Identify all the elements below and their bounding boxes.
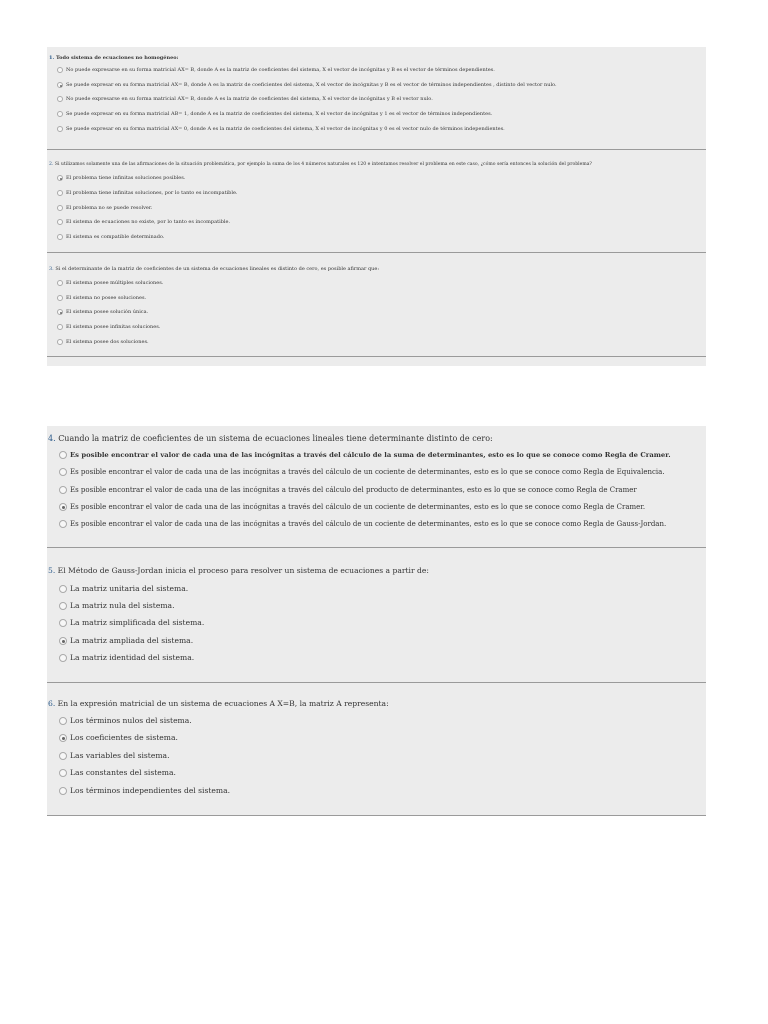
question-title	[49, 162, 592, 167]
option-label: Los coeficientes de sistema.	[70, 733, 178, 742]
option[interactable]	[59, 716, 192, 725]
radio-button[interactable]	[59, 619, 67, 627]
radio-button[interactable]	[59, 602, 67, 610]
option[interactable]	[57, 190, 238, 196]
option[interactable]	[57, 96, 433, 102]
option-label: Es posible encontrar el valor de cada una de las incógnitas a través del cálculo de la suma de determinantes, esto es lo que se conoce como Regla de Cramer.	[70, 451, 671, 459]
option[interactable]	[57, 175, 185, 181]
option-label: La matriz simplificada del sistema.	[70, 618, 205, 627]
quiz-panel-bottom	[47, 426, 706, 816]
option-label: Las constantes del sistema.	[70, 768, 176, 777]
option[interactable]	[59, 520, 666, 528]
radio-button[interactable]	[57, 219, 63, 225]
radio-button-selected[interactable]	[59, 637, 67, 645]
option[interactable]	[59, 601, 175, 610]
option-label: Es posible encontrar el valor de cada una de las incógnitas a través del cálculo de un cociente de determinantes, esto es lo que se conoce como Regla de Cramer.	[70, 503, 646, 511]
option[interactable]	[57, 111, 492, 117]
option[interactable]	[59, 503, 645, 511]
option[interactable]	[57, 219, 230, 225]
question-title	[49, 55, 178, 61]
question-text: Todo sistema de ecuaciones no homogéneo:	[55, 55, 179, 61]
option[interactable]	[57, 339, 149, 345]
question-title	[49, 266, 379, 272]
radio-button[interactable]	[57, 324, 63, 330]
question-title	[48, 566, 429, 575]
option[interactable]	[59, 636, 193, 645]
radio-button[interactable]	[59, 520, 67, 528]
question-1	[47, 47, 706, 150]
radio-button[interactable]	[57, 96, 63, 102]
radio-button[interactable]	[57, 190, 63, 196]
option[interactable]	[57, 126, 505, 132]
radio-button[interactable]	[57, 339, 63, 345]
option-label: Los términos independientes del sistema.	[70, 786, 231, 795]
radio-button[interactable]	[57, 205, 63, 211]
option-label: Se puede expresar en su forma matricial AB= 1, donde A es la matriz de coeficientes del sistema, X el vector de incógnitas y 1 es el vector de términos independientes.	[66, 111, 493, 117]
option-label: El sistema posee dos soluciones.	[66, 339, 149, 345]
option-label: Es posible encontrar el valor de cada una de las incógnitas a través del cálculo de un cociente de determinantes, esto es lo que se conoce como Regla de Equivalencia.	[70, 468, 665, 476]
option[interactable]	[57, 205, 152, 211]
radio-button-selected[interactable]	[57, 82, 63, 88]
option-label: Los términos nulos del sistema.	[70, 716, 192, 725]
radio-button[interactable]	[59, 451, 67, 459]
question-number: 4.	[48, 434, 56, 443]
option[interactable]	[59, 468, 665, 476]
question-number: 3.	[49, 266, 54, 272]
radio-button[interactable]	[59, 654, 67, 662]
option[interactable]	[59, 486, 637, 494]
question-2	[47, 150, 706, 253]
radio-button[interactable]	[57, 111, 63, 117]
option-label: El sistema es compatible determinado.	[66, 234, 165, 240]
option-label: Se puede expresar en su forma matricial AX= 0, donde A es la matriz de coeficientes del sistema, X el vector de incógnitas y 0 es el vector nulo de términos independientes.	[66, 126, 505, 132]
option-label: El sistema posee solución única.	[66, 309, 149, 315]
question-text: En la expresión matricial de un sistema de ecuaciones A X=B, la matriz A representa:	[57, 699, 389, 708]
radio-button[interactable]	[59, 717, 67, 725]
option[interactable]	[57, 234, 164, 240]
option-label: Es posible encontrar el valor de cada una de las incógnitas a través del cálculo del producto de determinantes, esto es lo que se conoce como Regla de Cramer	[70, 486, 637, 494]
question-text: Si utilizamos solamente una de las afirmaciones de la situación problemática, por ejemplo la suma de los 4 números naturales es 120 e intentamos resolver el problema en este caso, ¿cómo sería entonces la solución del problema?	[54, 162, 592, 167]
radio-button[interactable]	[59, 585, 67, 593]
option[interactable]	[57, 309, 148, 315]
option-label: No puede expresarse en su forma matricial AX= B, donde A es la matriz de coeficientes del sistema, X el vector de incógnitas y B es el vector de términos dependientes.	[66, 67, 495, 73]
option[interactable]	[59, 733, 178, 742]
radio-button[interactable]	[57, 234, 63, 240]
radio-button[interactable]	[57, 126, 63, 132]
question-3	[47, 253, 706, 357]
radio-button[interactable]	[59, 468, 67, 476]
option-label: Las variables del sistema.	[70, 751, 170, 760]
option[interactable]	[59, 653, 194, 662]
option[interactable]	[59, 584, 188, 593]
option[interactable]	[59, 786, 230, 795]
question-6	[47, 683, 706, 816]
option-label: Es posible encontrar el valor de cada una de las incógnitas a través del cálculo de un cociente de determinantes, esto es lo que se conoce como Regla de Gauss-Jordan.	[70, 520, 667, 528]
question-text: Si el determinante de la matriz de coeficientes de un sistema de ecuaciones lineales es distinto de cero, es posible afirmar que:	[55, 266, 380, 272]
question-number: 1.	[49, 55, 55, 61]
option[interactable]	[59, 451, 671, 459]
radio-button-selected[interactable]	[59, 503, 67, 511]
option-label: El sistema no posee soluciones.	[66, 295, 147, 301]
question-4	[47, 426, 706, 548]
option-label: La matriz nula del sistema.	[70, 601, 175, 610]
question-5	[47, 548, 706, 683]
option-label: La matriz ampliada del sistema.	[70, 636, 194, 645]
option[interactable]	[57, 67, 495, 73]
option[interactable]	[57, 295, 146, 301]
option[interactable]	[59, 751, 170, 760]
question-title	[48, 434, 493, 443]
option-label: El sistema posee infinitas soluciones.	[66, 324, 161, 330]
radio-button[interactable]	[59, 769, 67, 777]
question-number: 5.	[48, 566, 56, 575]
question-text: Cuando la matriz de coeficientes de un sistema de ecuaciones lineales tiene determinante distinto de cero:	[58, 434, 493, 443]
radio-button[interactable]	[57, 280, 63, 286]
option-label: El problema tiene infinitas soluciones posibles.	[66, 175, 186, 181]
question-title	[48, 699, 389, 708]
question-number: 2.	[49, 162, 54, 167]
radio-button-selected[interactable]	[59, 734, 67, 742]
option-label: El problema no se puede resolver.	[66, 205, 153, 211]
option[interactable]	[57, 280, 163, 286]
option[interactable]	[59, 618, 204, 627]
radio-button[interactable]	[59, 486, 67, 494]
radio-button-selected[interactable]	[57, 309, 63, 315]
option-label: Se puede expresar en su forma matricial AX= B, donde A es la matriz de coeficientes del sistema, X el vector de incógnitas y B es el vector de términos independientes , distinto del vector nulo.	[66, 82, 557, 88]
radio-button[interactable]	[57, 295, 63, 301]
quiz-panel-top	[47, 47, 706, 366]
option-label: No puede expresarse en su forma matricial AX= B, donde A es la matriz de coeficientes del sistema, X el vector de incógnitas y B el vector nulo.	[66, 96, 433, 102]
option-label: El sistema de ecuaciones no existe, por lo tanto es incompatible.	[66, 219, 231, 225]
radio-button[interactable]	[59, 752, 67, 760]
radio-button[interactable]	[57, 67, 63, 73]
question-text: El Método de Gauss-Jordan inicia el proceso para resolver un sistema de ecuaciones a partir de:	[57, 566, 429, 575]
option-label: La matriz unitaria del sistema.	[70, 584, 189, 593]
radio-button-selected[interactable]	[57, 175, 63, 181]
option-label: La matriz identidad del sistema.	[70, 653, 195, 662]
option-label: El sistema posee múltiples soluciones.	[66, 280, 164, 286]
radio-button[interactable]	[59, 787, 67, 795]
option[interactable]	[57, 82, 557, 88]
question-number: 6.	[48, 699, 56, 708]
option[interactable]	[59, 768, 176, 777]
option[interactable]	[57, 324, 160, 330]
option-label: El problema tiene infinitas soluciones, por lo tanto es incompatible.	[66, 190, 238, 196]
